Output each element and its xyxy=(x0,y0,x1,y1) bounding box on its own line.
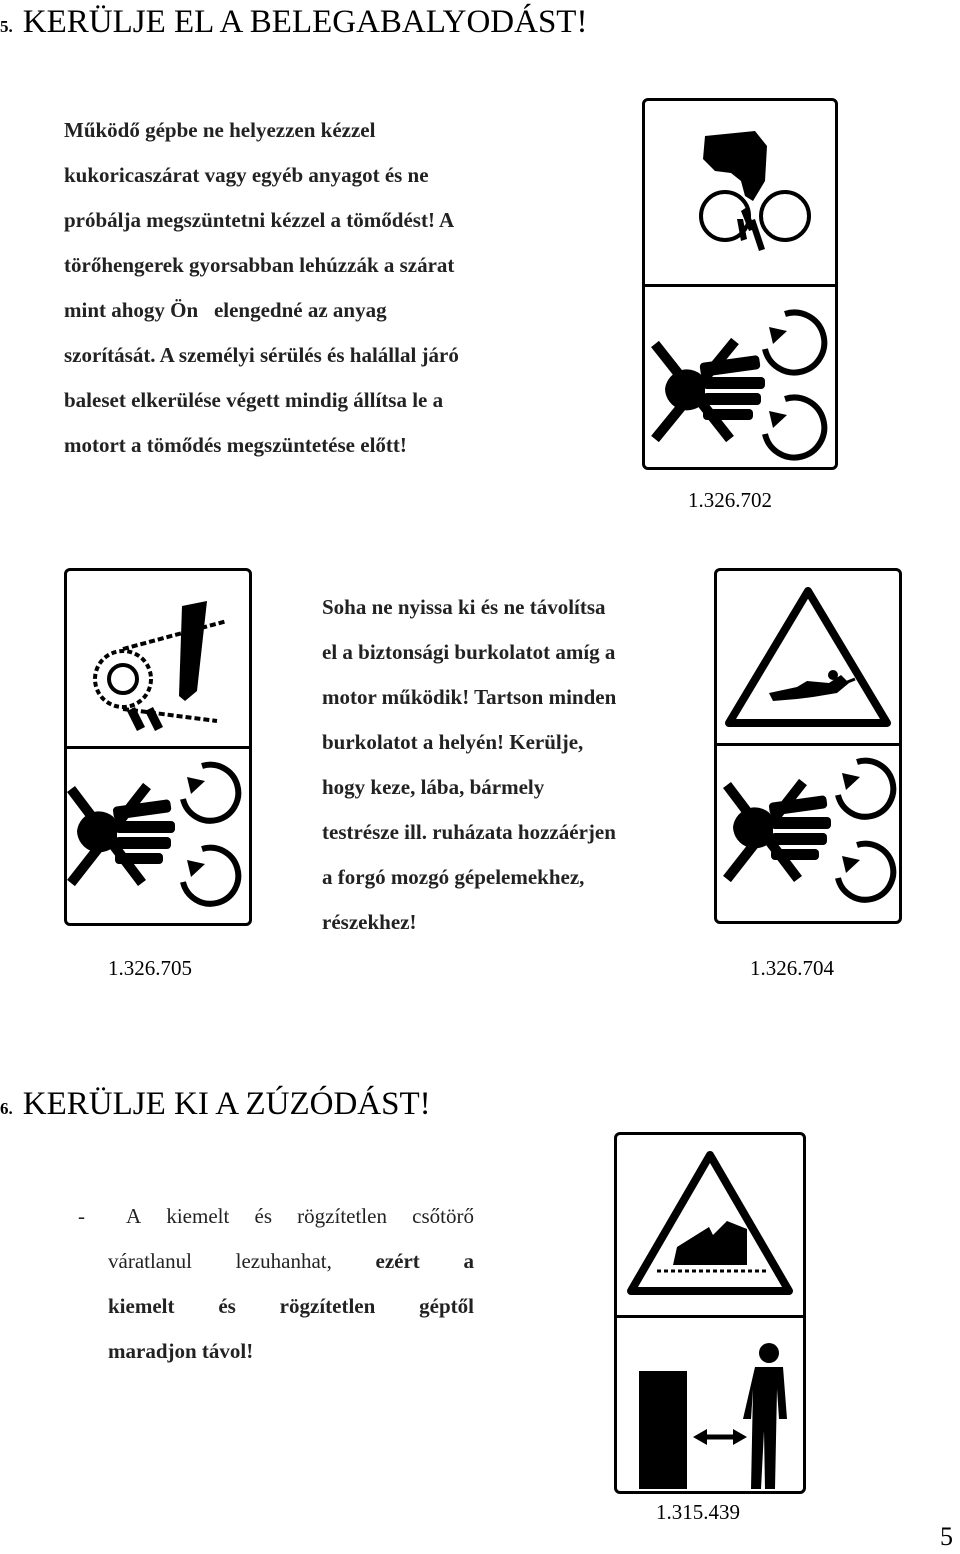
paragraph-line: kukoricaszárat vagy egyéb anyagot és ne xyxy=(64,163,429,187)
paragraph-line xyxy=(108,1284,474,1329)
word: váratlanul xyxy=(108,1249,192,1273)
paragraph-line: maradjon távol! xyxy=(108,1339,254,1363)
word: kiemelt xyxy=(166,1204,230,1228)
word: géptől xyxy=(419,1294,474,1318)
paragraph-line: motort a tömődés megszüntetése előtt! xyxy=(64,433,407,457)
paragraph-line: törőhengerek gyorsabban lehúzzák a szárat xyxy=(64,253,455,277)
paragraph-line: testrésze ill. ruházata hozzáérjen xyxy=(322,820,616,844)
rotating-parts-hand-icon xyxy=(645,289,835,469)
sign-code: 1.315.439 xyxy=(656,1500,740,1524)
section-5-title: KERÜLJE EL A BELEGABALYODÁST! xyxy=(22,4,588,40)
word: a xyxy=(463,1249,474,1273)
sign-divider xyxy=(67,746,249,749)
section-6-heading xyxy=(0,1084,431,1129)
word: rögzítetlen xyxy=(279,1294,376,1318)
entanglement-triangle-icon xyxy=(717,571,899,739)
paragraph-line: motor működik! Tartson minden xyxy=(322,685,617,709)
page-number: 5 xyxy=(940,1522,953,1551)
section-6-title: KERÜLJE KI A ZÚZÓDÁST! xyxy=(22,1086,431,1122)
paragraph-line xyxy=(108,1239,474,1284)
rotating-parts-hand-icon xyxy=(717,747,899,923)
section-5-heading xyxy=(0,2,587,47)
sign-code: 1.326.702 xyxy=(688,488,772,512)
section-6-paragraph xyxy=(108,1194,474,1374)
chain-drive-icon xyxy=(67,571,249,743)
word: lezuhanhat, xyxy=(235,1249,332,1273)
paragraph-line: Működő gépbe ne helyezzen kézzel xyxy=(64,118,376,142)
rotating-parts-hand-icon xyxy=(67,751,249,923)
paragraph-line: részekhez! xyxy=(322,910,417,934)
sign-code: 1.326.705 xyxy=(108,956,192,980)
word: csőtörő xyxy=(412,1204,474,1228)
sign-divider xyxy=(645,284,835,287)
paragraph-line: szorítását. A személyi sérülés és halállal járó xyxy=(64,343,459,367)
sign-code: 1.326.704 xyxy=(750,956,834,980)
paragraph-line: baleset elkerülése végett mindig állítsa le a xyxy=(64,388,444,412)
paragraph-line: hogy keze, lába, bármely xyxy=(322,775,545,799)
paragraph-line: próbálja megszüntetni kézzel a tömődést! A xyxy=(64,208,455,232)
warning-sign-chain-drive xyxy=(64,568,252,926)
word: kiemelt xyxy=(108,1294,175,1318)
word: rögzítetlen xyxy=(297,1204,387,1228)
guard-warning-paragraph xyxy=(322,585,616,945)
sign-divider xyxy=(617,1315,803,1318)
warning-sign-entanglement xyxy=(714,568,902,924)
paragraph-line: Soha ne nyissa ki és ne távolítsa xyxy=(322,595,606,619)
word: ezért xyxy=(375,1249,420,1273)
crushing-rollers-icon xyxy=(645,101,835,281)
paragraph-line: burkolatot a helyén! Kerülje, xyxy=(322,730,584,754)
paragraph-line: mint ahogy Ön elengedné az anyag xyxy=(64,298,387,322)
keep-distance-icon xyxy=(617,1319,803,1495)
section-5-paragraph xyxy=(64,108,459,468)
paragraph-line: a forgó mozgó gépelemekhez, xyxy=(322,865,585,889)
section-6-number: 6. xyxy=(0,1099,13,1118)
sign-divider xyxy=(717,743,899,746)
word: és xyxy=(218,1294,236,1318)
paragraph-line xyxy=(108,1194,474,1239)
section-6-bullet: - xyxy=(78,1204,85,1228)
word: és xyxy=(254,1204,272,1228)
word: A xyxy=(126,1204,142,1228)
warning-sign-rollers xyxy=(642,98,838,470)
crushing-triangle-icon xyxy=(617,1135,803,1311)
paragraph-line: el a biztonsági burkolatot amíg a xyxy=(322,640,616,664)
warning-sign-crushing xyxy=(614,1132,806,1494)
section-5-number: 5. xyxy=(0,17,13,36)
